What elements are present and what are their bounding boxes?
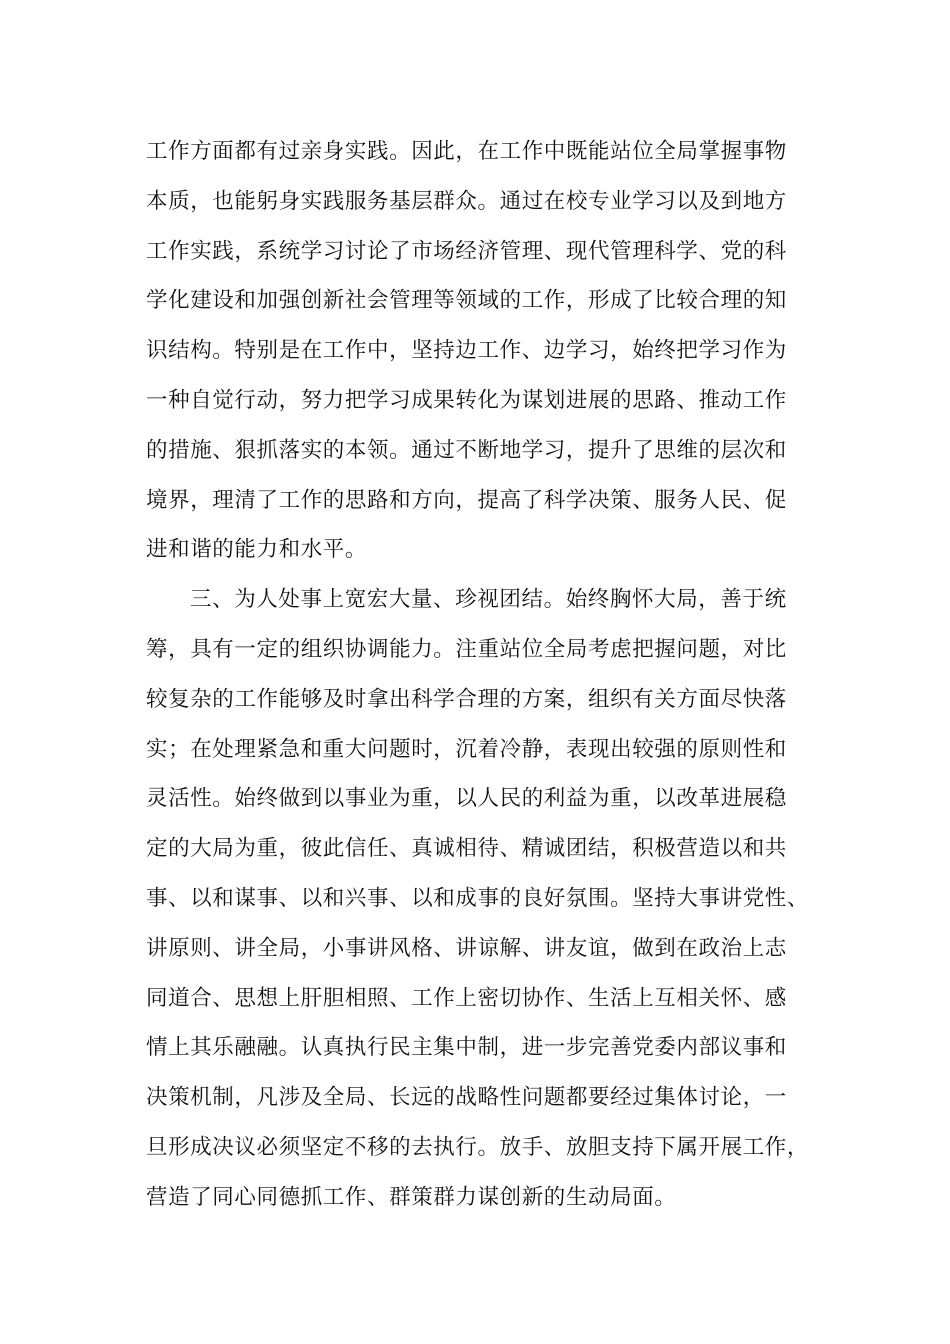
text-line: 筹，具有一定的组织协调能力。注重站位全局考虑把握问题，对比 [146, 636, 787, 662]
text-line: 工作方面都有过亲身实践。因此，在工作中既能站位全局掌握事物 [146, 139, 787, 164]
paragraph-heading-line: 三、为人处事上宽宏大量、珍视团结。始终胸怀大局，善于统 [190, 587, 787, 613]
text-line: 境界，理清了工作的思路和方向，提高了科学决策、服务人民、促 [146, 487, 787, 513]
text-line: 营造了同心同德抓工作、群策群力谋创新的生动局面。 [146, 1184, 677, 1210]
text-line: 学化建设和加强创新社会管理等领域的工作，形成了比较合理的知 [146, 288, 787, 314]
text-line: 实；在处理紧急和重大问题时，沉着冷静，表现出较强的原则性和 [146, 736, 787, 762]
text-line: 灵活性。始终做到以事业为重，以人民的利益为重，以改革进展稳 [146, 786, 787, 812]
text-line: 决策机制，凡涉及全局、长远的战略性问题都要经过集体讨论，一 [146, 1085, 787, 1111]
text-line: 旦形成决议必须坚定不移的去执行。放手、放胆支持下属开展工作， [146, 1134, 810, 1160]
text-line: 的措施、狠抓落实的本领。通过不断地学习，提升了思维的层次和 [146, 437, 787, 463]
text-line: 事、以和谋事、以和兴事、以和成事的良好氛围。坚持大事讲党性、 [146, 885, 810, 911]
text-line: 本质，也能躬身实践服务基层群众。通过在校专业学习以及到地方 [146, 188, 787, 214]
text-line: 同道合、思想上肝胆相照、工作上密切协作、生活上互相关怀、感 [146, 985, 787, 1011]
text-line: 进和谐的能力和水平。 [146, 537, 368, 563]
text-line: 情上其乐融融。认真执行民主集中制，进一步完善党委内部议事和 [146, 1035, 787, 1061]
text-line: 识结构。特别是在工作中，坚持边工作、边学习，始终把学习作为 [146, 338, 787, 364]
text-line: 一种自觉行动，努力把学习成果转化为谋划进展的思路、推动工作 [146, 387, 787, 413]
body-text [146, 127, 826, 1223]
text-line: 工作实践，系统学习讨论了市场经济管理、现代管理科学、党的科 [146, 238, 787, 264]
text-line: 定的大局为重，彼此信任、真诚相待、精诚团结，积极营造以和共 [146, 836, 787, 862]
text-line: 讲原则、讲全局，小事讲风格、讲谅解、讲友谊，做到在政治上志 [146, 935, 787, 961]
text-line: 较复杂的工作能够及时拿出科学合理的方案，组织有关方面尽快落 [146, 686, 787, 712]
